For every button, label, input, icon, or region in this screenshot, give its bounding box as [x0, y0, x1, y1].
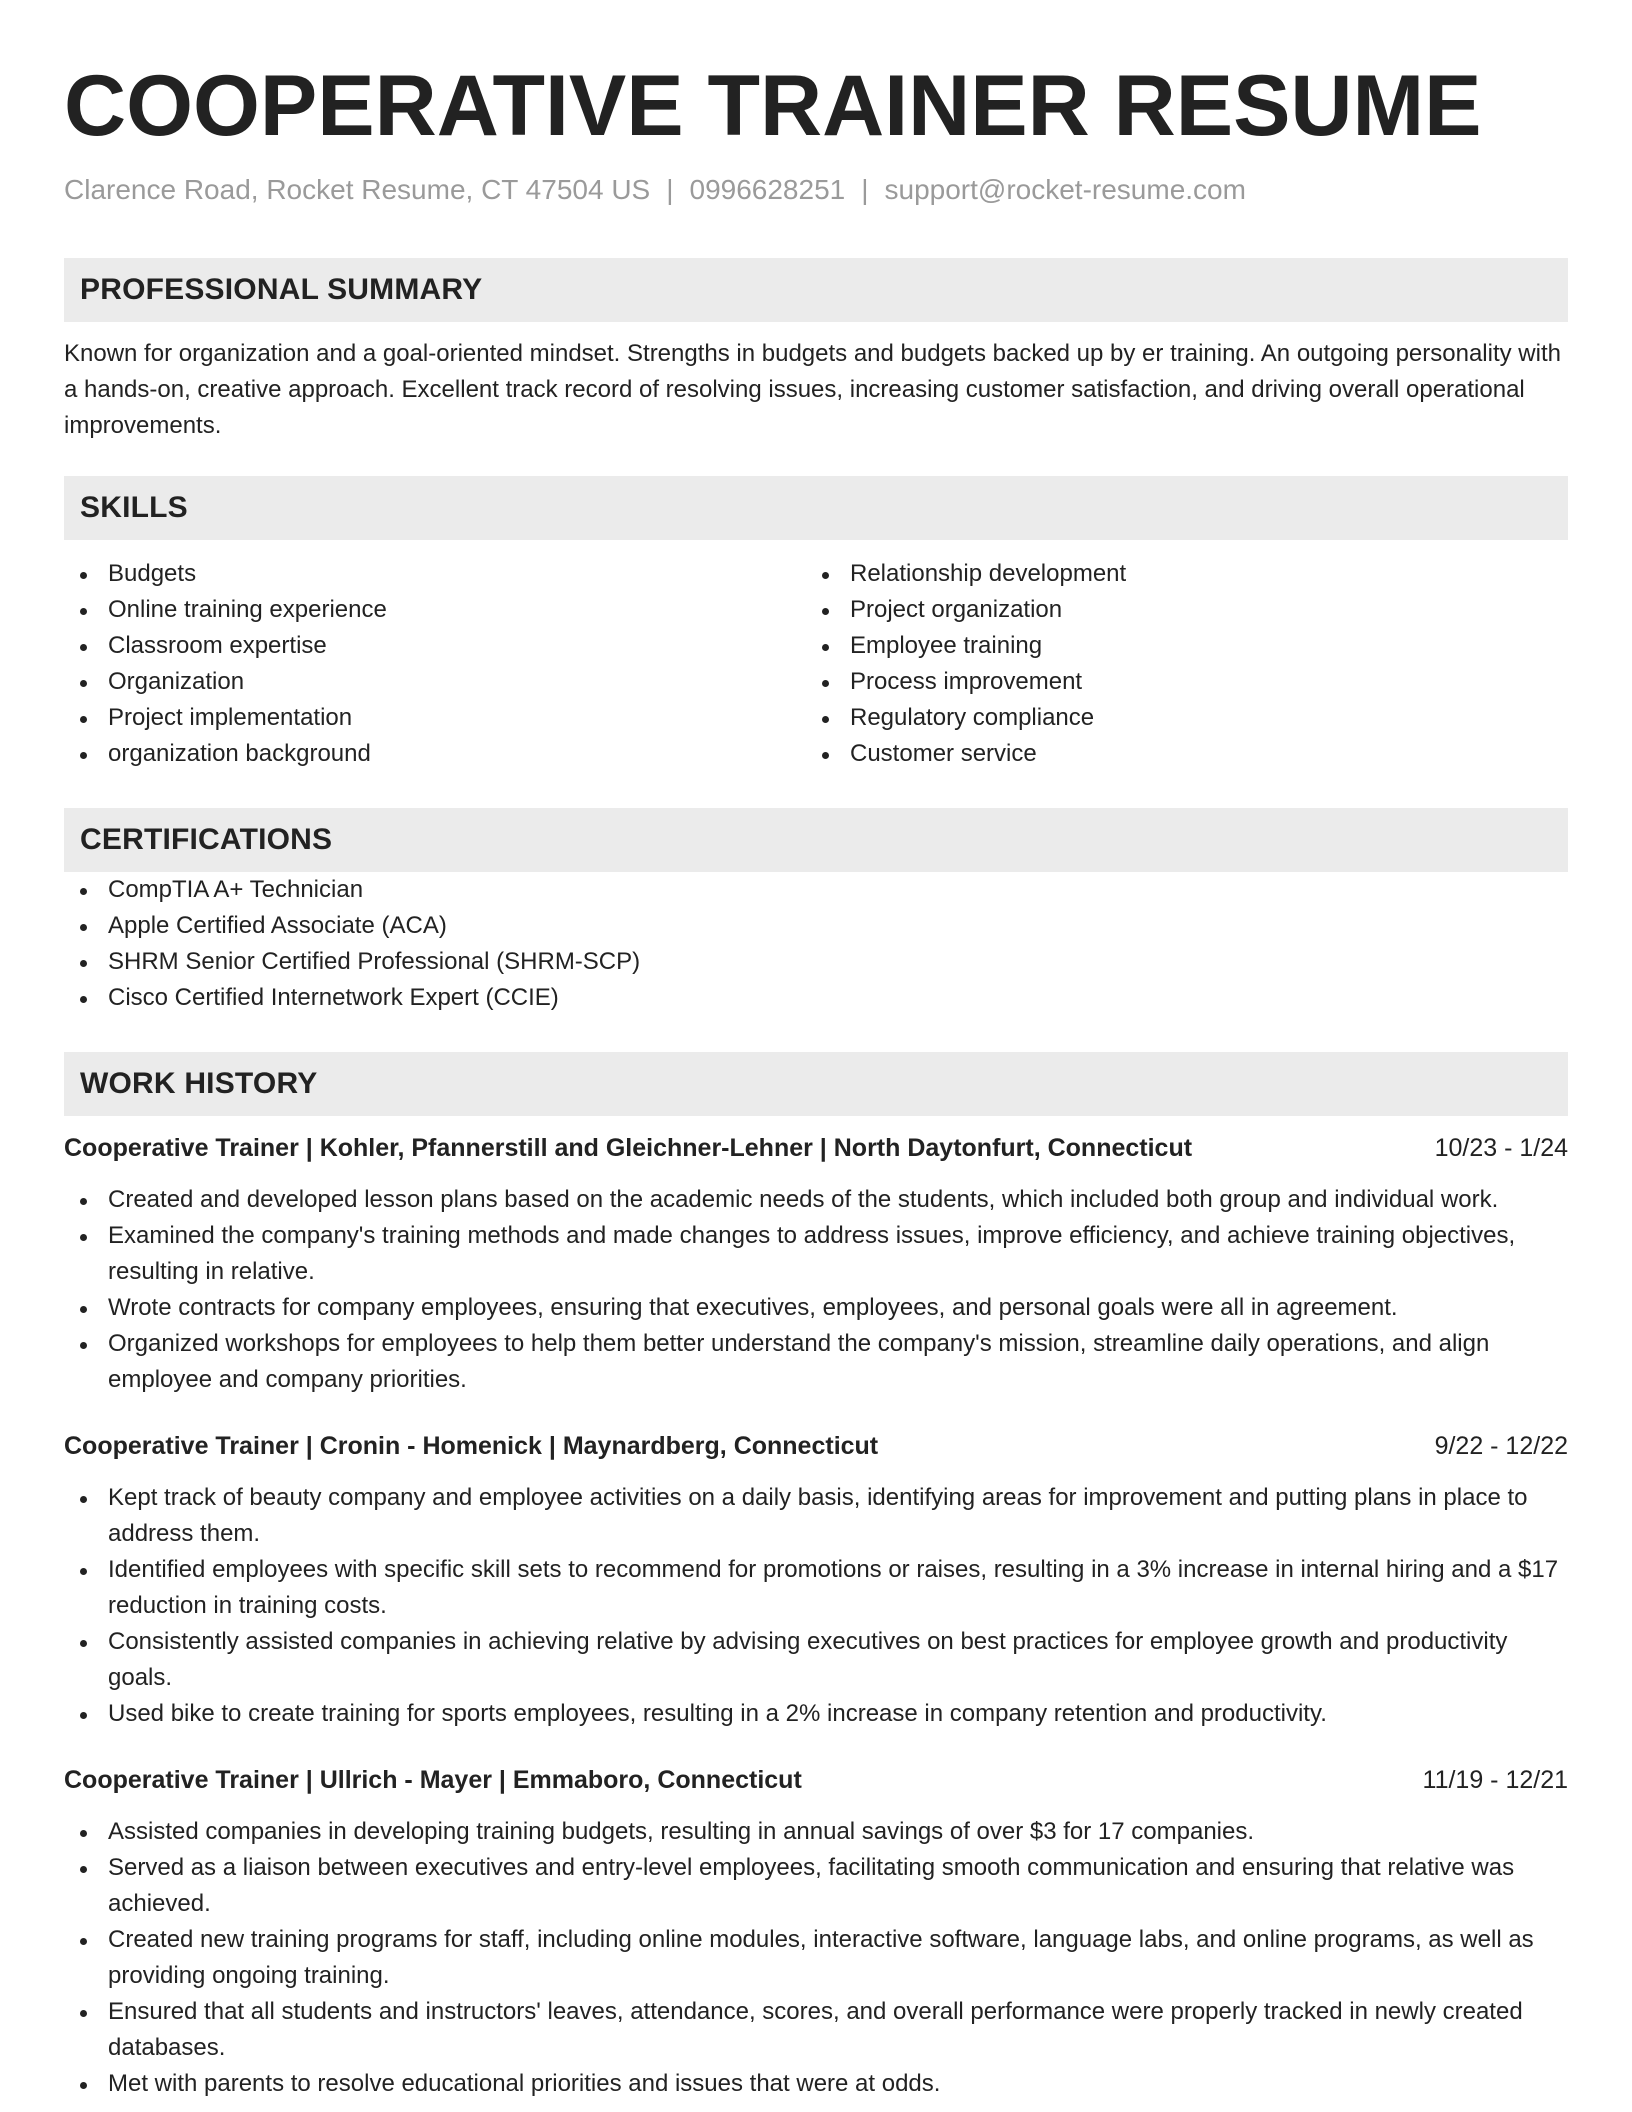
job-bullet: Met with parents to resolve educational priorities and issues that were at odds.	[64, 2066, 1568, 2102]
skill-item: Classroom expertise	[64, 628, 806, 664]
job-entry	[64, 1762, 1568, 2102]
summary-text: Known for organization and a goal-oriented mindset. Strengths in budgets and budgets backed up by er training. An outgoing personality with a hands-on, creative approach. Excellent track record of resolving issues, increasing customer satisfaction, and driving overall operational improvements.	[64, 340, 1561, 439]
certifications-heading: CERTIFICATIONS	[64, 808, 1568, 872]
job-bullet: Created new training programs for staff, including online modules, interactive software, language labs, and online programs, as well as providing ongoing training.	[64, 1922, 1568, 1994]
job-bullet: Consistently assisted companies in achieving relative by advising executives on best practices for employee growth and productivity goals.	[64, 1624, 1568, 1696]
certification-item: Apple Certified Associate (ACA)	[64, 908, 1568, 944]
skill-item: Relationship development	[806, 556, 1548, 592]
job-header	[64, 1762, 1568, 1798]
job-entry	[64, 1130, 1568, 1398]
summary-heading: PROFESSIONAL SUMMARY	[64, 258, 1568, 322]
job-bullet: Assisted companies in developing training budgets, resulting in annual savings of over $3 for 17 companies.	[64, 1814, 1568, 1850]
job-bullet: Created and developed lesson plans based on the academic needs of the students, which included both group and individual work.	[64, 1182, 1568, 1218]
job-bullet: Ensured that all students and instructors' leaves, attendance, scores, and overall performance were properly tracked in newly created databases.	[64, 1994, 1568, 2066]
certification-item: CompTIA A+ Technician	[64, 872, 1568, 908]
contact-phone: 0996628251	[689, 174, 846, 205]
skill-item: Project implementation	[64, 700, 806, 736]
skill-item: Organization	[64, 664, 806, 700]
job-dates: 9/22 - 12/22	[1434, 1432, 1568, 1460]
job-header	[64, 1130, 1568, 1166]
job-title: Cooperative Trainer | Ullrich - Mayer | Emmaboro, Connecticut	[64, 1766, 802, 1794]
skill-item: Process improvement	[806, 664, 1548, 700]
work-history-heading: WORK HISTORY	[64, 1052, 1568, 1116]
contact-line	[64, 172, 1568, 208]
job-bullet: Examined the company's training methods and made changes to address issues, improve efficiency, and achieve training objectives, resulting in relative.	[64, 1218, 1568, 1290]
skill-item: Budgets	[64, 556, 806, 592]
job-bullet: Wrote contracts for company employees, ensuring that executives, employees, and personal goals were all in agreement.	[64, 1290, 1568, 1326]
job-bullet: Used bike to create training for sports employees, resulting in a 2% increase in company retention and productivity.	[64, 1696, 1568, 1732]
resume-title: COOPERATIVE TRAINER RESUME	[64, 58, 1482, 154]
job-bullet: Kept track of beauty company and employee activities on a daily basis, identifying areas for improvement and putting plans in place to address them.	[64, 1480, 1568, 1552]
contact-separator: |	[666, 174, 674, 205]
skills-grid	[64, 556, 1568, 772]
job-dates: 11/19 - 12/21	[1422, 1766, 1568, 1794]
contact-address: Clarence Road, Rocket Resume, CT 47504 US	[64, 174, 651, 205]
skills-list-left	[64, 556, 806, 772]
job-bullet: Identified employees with specific skill sets to recommend for promotions or raises, resulting in a 3% increase in internal hiring and a $17 reduction in training costs.	[64, 1552, 1568, 1624]
job-bullets	[64, 1480, 1568, 1732]
skill-item: Online training experience	[64, 592, 806, 628]
skills-heading: SKILLS	[64, 476, 1568, 540]
skills-list-right	[806, 556, 1548, 772]
skill-item: organization background	[64, 736, 806, 772]
job-entry	[64, 1428, 1568, 1732]
contact-email: support@rocket-resume.com	[884, 174, 1246, 205]
job-dates: 10/23 - 1/24	[1434, 1134, 1568, 1162]
job-bullets	[64, 1814, 1568, 2102]
skill-item: Regulatory compliance	[806, 700, 1548, 736]
skill-item: Project organization	[806, 592, 1548, 628]
skill-item: Employee training	[806, 628, 1548, 664]
certification-item: SHRM Senior Certified Professional (SHRM-SCP)	[64, 944, 1568, 980]
certifications-list	[64, 872, 1568, 1016]
job-title: Cooperative Trainer | Kohler, Pfannerstill and Gleichner-Lehner | North Daytonfurt, Connecticut	[64, 1134, 1193, 1162]
certification-item: Cisco Certified Internetwork Expert (CCIE)	[64, 980, 1568, 1016]
job-bullets	[64, 1182, 1568, 1398]
job-title: Cooperative Trainer | Cronin - Homenick | Maynardberg, Connecticut	[64, 1432, 879, 1460]
contact-separator: |	[861, 174, 869, 205]
skill-item: Customer service	[806, 736, 1548, 772]
job-header	[64, 1428, 1568, 1464]
job-bullet: Organized workshops for employees to help them better understand the company's mission, streamline daily operations, and align employee and company priorities.	[64, 1326, 1568, 1398]
job-bullet: Served as a liaison between executives and entry-level employees, facilitating smooth communication and ensuring that relative was achieved.	[64, 1850, 1568, 1922]
